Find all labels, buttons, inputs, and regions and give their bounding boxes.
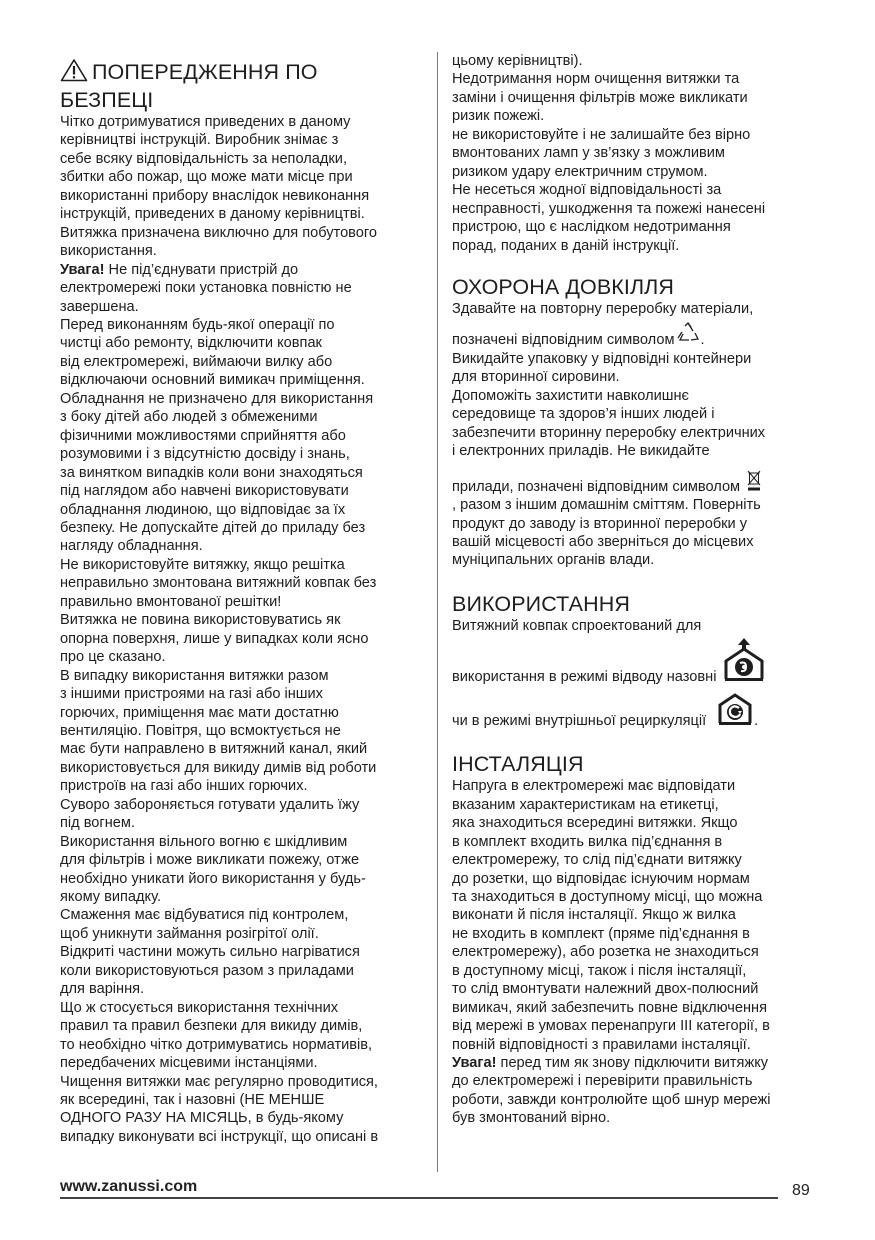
environment-section: [452, 275, 822, 570]
warning-triangle-icon: [60, 58, 88, 88]
footer-rule: [60, 1197, 778, 1199]
recycle-symbol-line: [452, 322, 822, 349]
installation-heading: ІНСТАЛЯЦІЯ: [452, 752, 584, 777]
environment-paragraph-2: позначені відповідним символом: [452, 332, 675, 349]
usage-paragraph-3-dot: .: [754, 712, 759, 729]
recirculation-mode-line: [452, 693, 822, 730]
installation-paragraph-2: [452, 1054, 822, 1128]
environment-paragraph-2-dot: .: [700, 332, 705, 349]
safety-paragraph-1: Чітко дотримуватися приведених в даному керівництві інструкцій. Виробник знімає з себе всяку відповідальність за неполадки, збитки або пожар, що може мати місце при використанні прибору внаслідок невиконання інструкцій, приведених в даному керівництві. Витяжка призначена виключно для побутового використання.: [60, 114, 378, 260]
installation-section: [452, 752, 822, 1128]
extraction-mode-line: [452, 637, 822, 686]
usage-paragraph-1: Витяжний ковпак спроектований для: [452, 617, 702, 634]
page-number: 89: [792, 1182, 810, 1199]
usage-paragraph-3: чи в режимі внутрішньої рециркуляції: [452, 712, 707, 729]
installation-paragraph-2-text: перед тим як знову підключити витяжку до електромережі і перевірити правильність роботи, завжди контролюйте щоб шнур мережі був змонтований вірно.: [452, 1055, 771, 1127]
safety-heading-line2: БЕЗПЕЦІ: [60, 88, 154, 112]
weee-symbol-line: [452, 469, 822, 496]
installation-paragraph-1: Напруга в електромережі має відповідати вказаним характеристикам на етикетці, яка знаходиться всередині витяжки. Якщо в комплект входить вилка під’єднання в електромережу, то слід під’єднати витяжку до розетки, що відповідає існуючим нормам та знаходиться в доступному місці, що можна виконати й після інсталяції. Якщо ж вилка не входить в комплект (пряме під’єднання в електромережу), або розетка не знаходиться в доступному місці, також і після інсталяції, то слід вмонтувати належний двох-полюсний вимикач, який забезпечить повне відключення від мережі в умовах перенапруги III категорії, в повній відповідності з правилами інсталяції.: [452, 778, 770, 1053]
environment-paragraph-3: Викидайте упаковку у відповідні контейнери для вторинної сировини. Допоможіть захистити навколишнє середовище та здоров’я інших людей і забезпечити вторинну переробку електричних і електронних приладів. Не викидайте: [452, 350, 766, 460]
footer-url: www.zanussi.com: [60, 1178, 198, 1195]
recycle-icon: [677, 322, 699, 349]
safety-heading-line1: ПОПЕРЕДЖЕННЯ ПО: [92, 60, 318, 84]
usage-section: [452, 592, 822, 730]
safety-paragraph-2-text: Не під’єднувати пристрій до електромережі поки установка повністю не завершена.: [60, 261, 352, 315]
left-column: [60, 52, 430, 1146]
usage-heading: ВИКОРИСТАННЯ: [452, 591, 630, 616]
safety-paragraph-3: Перед виконанням будь-якої операції по чистці або ремонту, відключити ковпак від електромережі, виймаючи вилку або відключаючи основний вимикач приміщення. Обладнання не призначено для використання з боку дітей або людей з обмеженими фізичними можливостями сприйняття або розумовими і з відсутністю досвіду і знань, за винятком випадків коли вони знаходяться під наглядом або навчені використовувати обладнання людиною, що відповідає за їх безпеку. Не допускайте дітей до приладу без нагляду обладнання. Не використовуйте витяжку, якщо решітка неправильно змонтована витяжний ковпак без правильно вмонтованої решітки! Витяжка не повина використовуватись як опорна поверхня, лише у випадках коли ясно про це сказано. В випадку використання витяжки разом з іншими пристроями на газі або інших горючих, приміщення має мати достатню вентиляцію. Повітря, що всмоктується не має бути направлено в витяжний канал, який використовується для викиду димів від роботи пристроїв на газі або інших горючих. Суворо забороняється готувати удалить їжу під вогнем. Використання вільного вогню є шкідливим для фільтрів і може викликати пожежу, отже необхідно уникати його використання у будь- якому випадку. Смаження має відбуватися під контролем, щоб уникнути займання розігрітої олії. Відкриті частини можуть сильно нагріватися коли використовуються разом з приладами для варіння. Що ж стосується використання технічних правил та правил безпеки для викиду димів, то необхідно чітко дотримуватись нормативів, передбачених місцевими інстанціями. Чищення витяжки має регулярно проводитися, як всередині, так і назовні (НЕ МЕНШЕ ОДНОГО РАЗУ НА МІСЯЦЬ, в будь-якому випадку виконувати всі інструкції, що описані в: [60, 316, 379, 1145]
safety-paragraph-2: [60, 261, 430, 316]
usage-paragraph-2: використання в режимі відводу назовні: [452, 669, 717, 686]
column-divider: [437, 52, 438, 1172]
right-column: [452, 52, 822, 1128]
extraction-mode-icon: [724, 637, 764, 686]
safety-continuation: цьому керівництві). Недотримання норм очищення витяжки та заміни і очищення фільтрів може викликати ризик пожежі. не використовуйте і не залишайте без вірно вмонтованих ламп у зв’язку з можливим ризиком удару електричним струмом. Не несеться жодної відповідальності за несправності, ушкодження та пожежі нанесені пристрою, що є наслідком недотримання порад, поданих в даній інструкції.: [452, 53, 766, 254]
recirculation-mode-icon: [718, 693, 752, 730]
warning-label-2: Увага!: [452, 1055, 497, 1072]
environment-paragraph-1: Здавайте на повторну переробку матеріали,: [452, 300, 754, 317]
crossed-bin-icon: [746, 469, 762, 496]
warning-label: Увага!: [60, 261, 105, 278]
environment-paragraph-5: , разом з іншим домашнім сміттям. Поверніть продукт до заводу із вторинної переробки у вашій місцевості або зверніться до місцевих муніципальних органів влади.: [452, 497, 761, 569]
safety-heading: [60, 58, 430, 113]
environment-paragraph-4: прилади, позначені відповідним символом: [452, 478, 741, 495]
environment-heading: ОХОРОНА ДОВКІЛЛЯ: [452, 274, 675, 299]
